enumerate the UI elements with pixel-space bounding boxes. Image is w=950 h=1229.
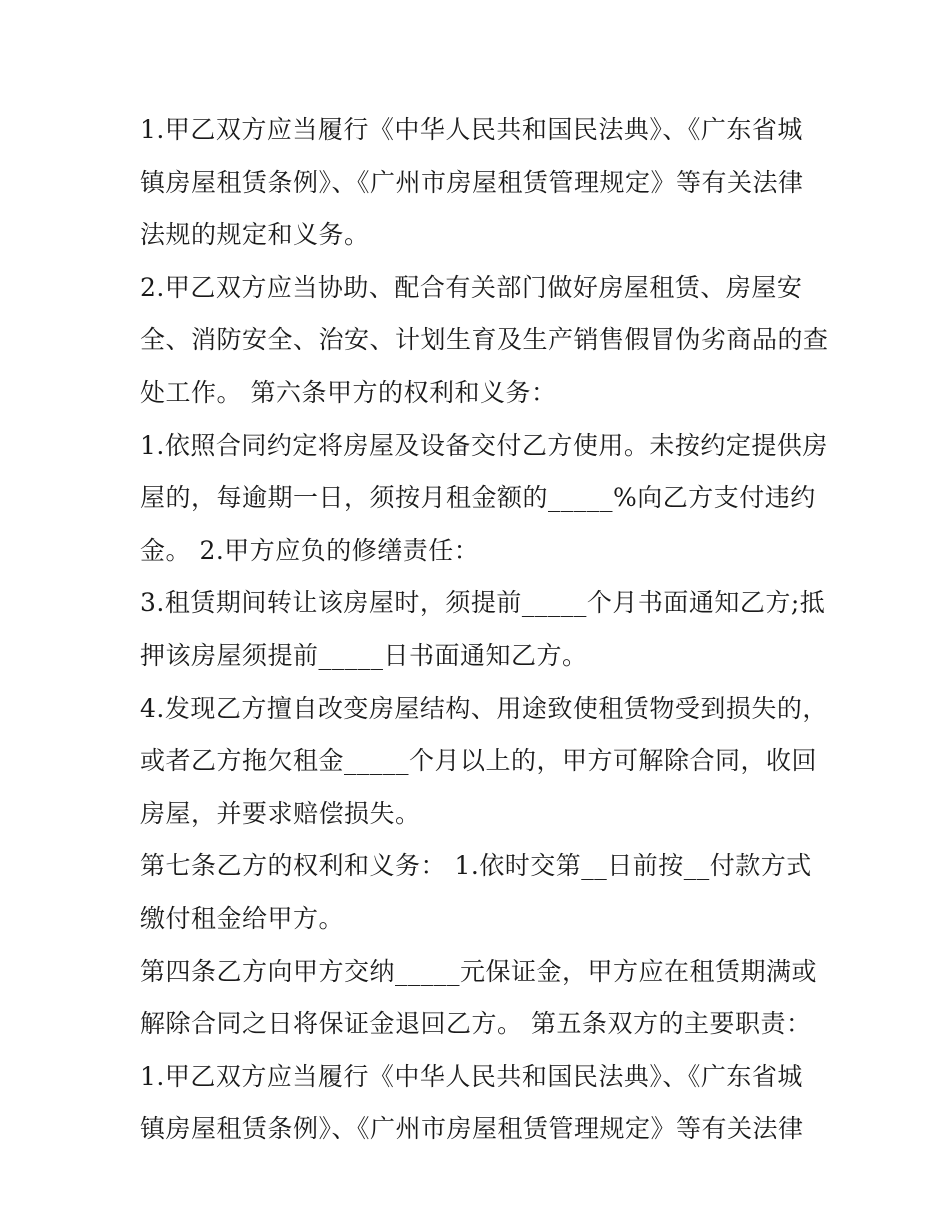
text-line: 或者乙方拖欠租金_____个月以上的，甲方可解除合同，收回 <box>140 746 818 776</box>
document-body <box>140 104 830 1156</box>
text-line: 处工作。 第六条甲方的权利和义务： <box>140 377 557 407</box>
text-line: 1.甲乙双方应当履行《中华人民共和国民法典》、《广东省城 <box>140 1061 803 1091</box>
text-line: 3.租赁期间转让该房屋时，须提前_____个月书面通知乙方;抵 <box>140 588 826 618</box>
text-line: 第四条乙方向甲方交纳_____元保证金，甲方应在租赁期满或 <box>140 956 818 986</box>
text-line: 镇房屋租赁条例》、《广州市房屋租赁管理规定》等有关法律 <box>140 1114 804 1144</box>
text-line: 镇房屋租赁条例》、《广州市房屋租赁管理规定》等有关法律 <box>140 167 804 197</box>
text-line: 法规的规定和义务。 <box>140 220 370 250</box>
text-line: 押该房屋须提前_____日书面通知乙方。 <box>140 640 588 670</box>
text-line: 第七条乙方的权利和义务： 1.依时交第__日前按__付款方式 <box>140 851 812 881</box>
text-line: 金。 2.甲方应负的修缮责任： <box>140 535 480 565</box>
text-line: 全、消防安全、治安、计划生育及生产销售假冒伪劣商品的查 <box>140 325 829 355</box>
text-line: 房屋，并要求赔偿损失。 <box>140 798 421 828</box>
text-line: 2.甲乙双方应当协助、配合有关部门做好房屋租赁、房屋安 <box>140 272 803 302</box>
text-line: 1.甲乙双方应当履行《中华人民共和国民法典》、《广东省城 <box>140 115 803 144</box>
text-line: 缴付租金给甲方。 <box>140 903 345 933</box>
text-line: 1.依照合同约定将房屋及设备交付乙方使用。未按约定提供房 <box>140 430 828 460</box>
text-line: 屋的，每逾期一日，须按月租金额的_____%向乙方支付违约 <box>140 483 816 513</box>
text-line: 4.发现乙方擅自改变房屋结构、用途致使租赁物受到损失的， <box>140 693 828 723</box>
text-line: 解除合同之日将保证金退回乙方。 第五条双方的主要职责： <box>140 1009 812 1039</box>
